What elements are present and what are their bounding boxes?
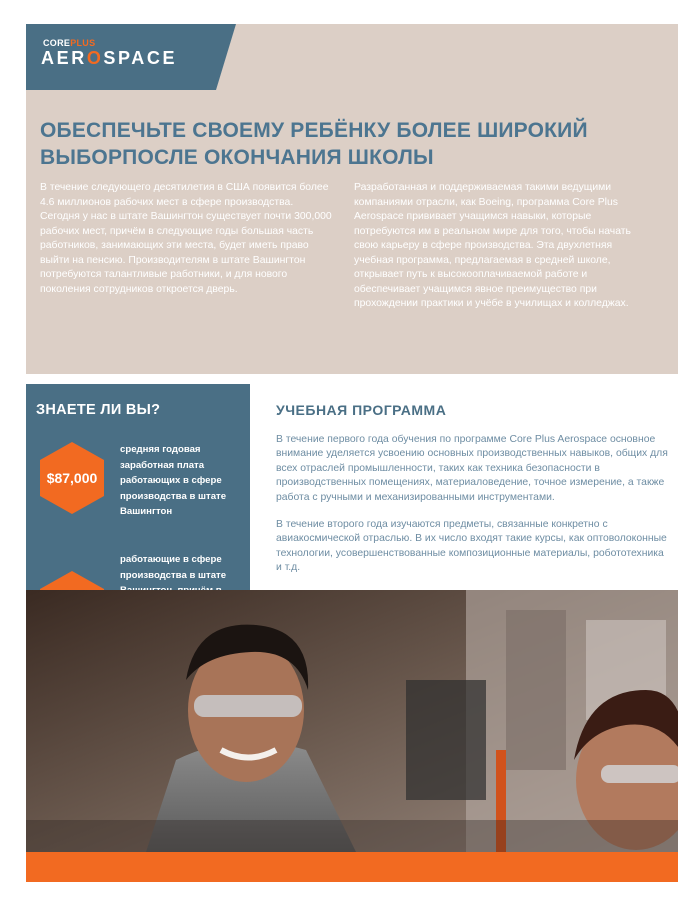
stat-text-2: работающие в сфере производства в штате xyxy=(120,554,227,581)
curriculum-title: УЧЕБНАЯ ПРОГРАММА xyxy=(276,402,447,418)
curriculum-paragraph-2: В течение второго года изучаются предметы, связанные конкретно с авиакосмической отраслью. В их число входят такие курсы, как оптоволоконные технологии, усовершенствованные композиционные материалы, робототехника и т.д. xyxy=(276,519,667,574)
curriculum-paragraph-1: В течение первого года обучения по программе Core Plus Aerospace основное внимание уделяется усвоению основных производственных навыков, общих для всех отраслей промышленности, таких как техника безопасности в производственных помещениях, материаловедение, точное измерение, а также работа с ручными и механизированными инструментами. xyxy=(276,434,668,503)
headline-line-2: ВЫБОРПОСЛЕ ОКОНЧАНИЯ ШКОЛЫ xyxy=(40,146,434,169)
logo-aerospace: AEROSPACE xyxy=(41,48,178,68)
stat-text-1: средняя годовая заработная плата работающих в сфере производства в штате Вашингтон xyxy=(120,444,227,517)
photo-illustration xyxy=(26,590,678,852)
students-photo xyxy=(26,590,678,852)
stat-value-1: $87,000 xyxy=(46,470,98,486)
logo-core-plus: COREPLUS xyxy=(43,38,96,48)
page-headline xyxy=(40,117,640,171)
logo xyxy=(26,24,236,90)
did-you-know-title: ЗНАЕТЕ ЛИ ВЫ? xyxy=(36,402,161,418)
intro-right-paragraph: Разработанная и поддерживаемая такими ведущими компаниями отрасли, как Boeing, программа Core Plus Aerospace прививает учащимся навыки, которые потребуются им в реальном мире для того, чтобы начать свою карьеру в сфере производства. Эта двухлетняя учебная программа, предлагаемая в средней школе, открывает путь к высокооплачиваемой работе и обеспечивает учащимся явное преимущество при прохождении практики и учёбе в училищах и колледжах. xyxy=(354,182,631,309)
intro-left-paragraph: В течение следующего десятилетия в США появится более 4.6 миллионов рабочих мест в сфере производства. Сегодня у нас в штате Вашингтон существует почти 300,000 рабочих мест, причём в следующие годы большая часть работников, занимающих эти места, будет иметь право выйти на пенсию. Производителям в штате Вашингтон потребуются талантливые работники, и для нового поколения сотрудников откроется дверь. xyxy=(40,182,332,295)
stat-hexagon-1 xyxy=(40,442,104,514)
footer-accent-bar xyxy=(26,852,678,882)
headline-line-1: ОБЕСПЕЧЬТЕ СВОЕМУ РЕБЁНКУ БОЛЕЕ ШИРОКИЙ xyxy=(40,119,588,142)
